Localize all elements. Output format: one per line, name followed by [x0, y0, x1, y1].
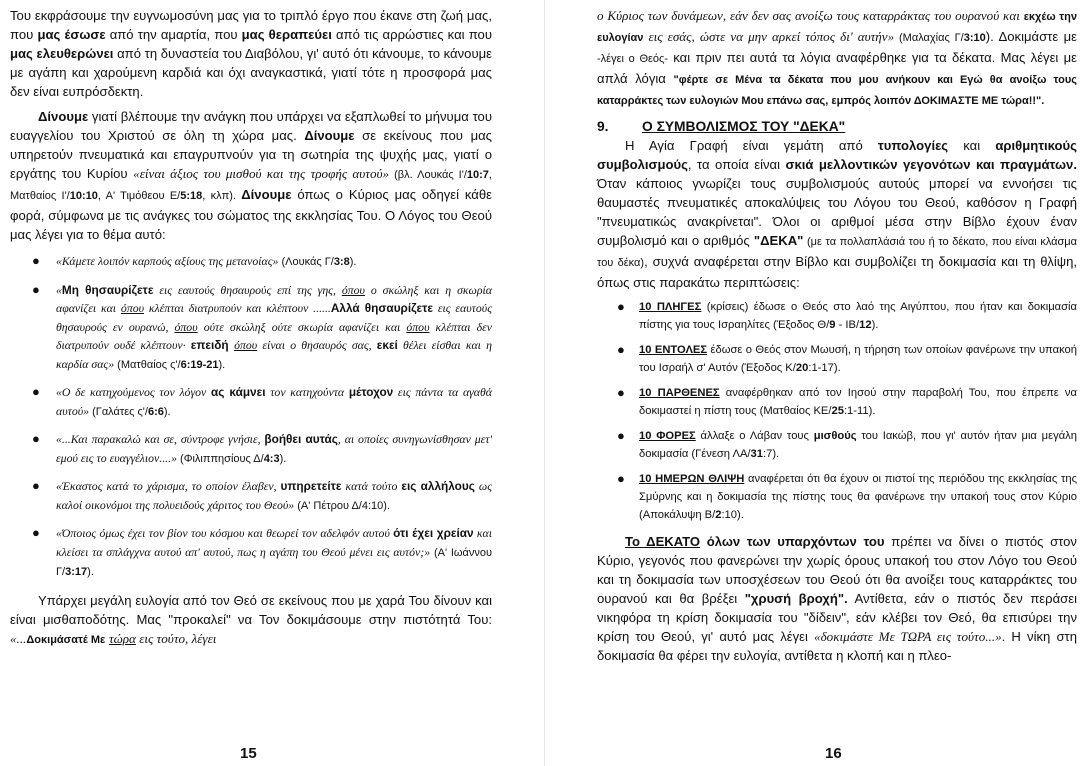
bullet-icon: ●	[617, 299, 625, 314]
bullet-icon: ●	[32, 431, 40, 446]
list-item: ● 10 ΠΛΗΓΕΣ (κρίσεις) έδωσε ο Θεός στο λαό της Αιγύπτου, που ήταν και δοκιμασία πίστης για τους Ισραηλίτες (Έξοδος Θ/9 - ΙΒ/12).	[617, 299, 1077, 331]
page-number: 16	[825, 745, 842, 762]
symbolism-list	[597, 298, 1077, 524]
list-item: ● 10 ΗΜΕΡΩΝ ΘΛΙΨΗ αναφέρεται ότι θα έχουν οι πιστοί της περιόδου της εκκλησίας της Σμύρνης και η δοκιμασία της πίστης τους θα φανέρωνε την υπακοή τους στον Κύριο (Αποκάλυψη Β/2:10).	[617, 471, 1077, 521]
bullet-icon: ●	[32, 384, 40, 399]
left-paragraph-2: Δίνουμε γιατί βλέπουμε την ανάγκη που υπάρχει να εξαπλωθεί το μήνυμα του ευαγγελίου του Χριστού σε όλη τη χώρα μας. Δίνουμε σε εκείνους που μας υπηρετούν πνευματικά και επαγρυπνούν για τη σωτηρία της ψυχής μας, γιατί ο εργάτης του Κυρίου «είναι άξιος του μισθού και της τροφής αυτού» (βλ. Λουκάς Ι'/10:7, Ματθαίος Ι'/10:10, Α' Τιμόθεου Ε/5:18, κλπ). Δίνουμε όπως ο Κύριος μας οδηγεί κάθε φορά, σύμφωνα με τις ανάγκες του σώματος της εκκλησίας Του. Ο Λόγος του Θεού μας λέγει για το θέμα αυτό:	[10, 109, 492, 242]
list-item: ● 10 ΦΟΡΕΣ άλλαξε ο Λάβαν τους μισθούς του Ιακώβ, που γι' αυτόν ήταν μια μεγάλη δοκιμασία (Γένεση ΛΑ/31:7).	[617, 428, 1077, 460]
page-number: 15	[240, 745, 257, 762]
section-heading: 9. Ο ΣΥΜΒΟΛΙΣΜΟΣ ΤΟΥ "ΔΕΚΑ"	[597, 119, 846, 134]
left-paragraph-1: Του εκφράσουμε την ευγνωμοσύνη μας για το τριπλό έργο που έκανε στη ζωή μας, που μας έσωσε από την αμαρτία, που μας θεραπεύει από τις αρρώστιες και που μας ελευθερώνει από τη δυναστεία του Διαβόλου, γι' αυτό ότι κάνουμε, το κάνουμε με αγάπη και χαρούμενη καρδιά και όχι αναγκαστικά, γιατί τότε η προσφορά μας δεν είναι ευπρόσδεκτη.	[10, 8, 492, 99]
list-item: ● 10 ΠΑΡΘΕΝΕΣ αναφέρθηκαν από τον Ιησού στην παραβολή Του, που έπρεπε να δοκιμαστεί η πίστη τους (Ματθαίος ΚΕ/25:1-11).	[617, 385, 1077, 417]
bullet-icon: ●	[32, 253, 40, 268]
bullet-icon: ●	[617, 342, 625, 357]
right-page	[545, 0, 1089, 766]
list-item: ● «Όποιος όμως έχει τον βίον του κόσμου και θεωρεί τον αδελφόν αυτού ότι έχει χρείαν και κλείσει τα σπλάγχνα αυτού απ' αυτού, πως η αγάπη του Θεού μένει εις αυτόν;» (Α' Ιωάννου Γ/3:17).	[32, 525, 492, 578]
bullet-icon: ●	[32, 478, 40, 493]
list-item: ● «Έκαστος κατά το χάρισμα, το οποίον έλαβεν, υπηρετείτε κατά τούτο εις αλλήλους ως καλοί οικονόμοι της πολυειδούς χάριτος του Θεού» (Α' Πέτρου Δ/4:10).	[32, 478, 492, 512]
left-paragraph-3: Υπάρχει μεγάλη ευλογία από τον Θεό σε εκείνους που με χαρά Του δίνουν και είναι μισθαποδότης. Μας "προκαλεί" να Τον δοκιμάσουμε στην πιστότητά Του: «...Δοκιμάσατέ Με τώρα εις τούτο, λέγει	[10, 592, 492, 646]
list-item: ● «...Και παρακαλώ και σε, σύντροφε γνήσιε, βοήθει αυτάς, αι οποίες συνηγωνίσθησαν μετ' εμού εις το ευαγγέλιον....» (Φιλιππησίους Δ/4:3).	[32, 431, 493, 465]
bullet-icon: ●	[32, 525, 40, 540]
right-paragraph-1: ο Κύριος των δυνάμεων, εάν δεν σας ανοίξω τους καταρράκτας του ουρανού και εκχέω την ευλογίαν εις εσάς, ώστε να μην αρκεί τόπος δι' αυτήν» (Μαλαχίας Γ/3:10). Δοκιμάστε με -λέγει ο Θεός- και πριν πει αυτά τα λόγια αναφέρθηκε για τα δέκατα. Μας λέγει με απλά λόγια "φέρτε σε Μένα τα δέκατα που μου ανήκουν και Εγώ θα ανοίξω τους καταρράκτες των ευλογιών Μου επάνω σας, εμπρός λοιπόν ΔΟΚΙΜΑΣΤΕ ΜΕ τώρα!!".	[597, 8, 1078, 107]
list-item: ● 10 ΕΝΤΟΛΕΣ έδωσε ο Θεός στον Μωυσή, η τήρηση των οποίων φανέρωνε την υπακοή του Ισραήλ σ' Αυτόν (Έξοδος Κ/20:1-17).	[617, 342, 1077, 374]
right-paragraph-2: Η Αγία Γραφή είναι γεμάτη από τυπολογίες και αριθμητικούς συμβολισμούς, τα οποία είναι σκιά μελλοντικών γεγονότων και πραγμάτων. Όταν κάποιος γνωρίζει τους συμβολισμούς αυτούς μπορεί να εννοήσει τις θαυμαστές πνευματικές αποκαλύψεις του Λόγου του Θεού, καθόσον η Γραφή "πνευματικώς ανακρίνεται". Όλοι οι αριθμοί μέσα στην Βίβλο έχουν έναν συμβολισμό και ο αριθμός "ΔΕΚΑ" (με τα πολλαπλάσιά του ή το δέκατο, που είναι κλάσμα του δέκα), συχνά αναφέρεται στην Βίβλο και συμβολίζει τη δοκιμασία και τη θλίψη, όπως στις παρακάτω περιπτώσεις:	[597, 138, 1078, 290]
bullet-icon: ●	[617, 385, 625, 400]
left-page	[0, 0, 544, 766]
bullet-icon: ●	[617, 471, 625, 486]
list-item: ● «Κάμετε λοιπόν καρπούς αξίους της μετανοίας» (Λουκάς Γ/3:8).	[10, 252, 492, 272]
list-item: ● «Ο δε κατηχούμενος τον λόγον ας κάμνει τον κατηχούντα μέτοχον εις πάντα τα αγαθά αυτού» (Γαλάτες ς'/6:6).	[32, 384, 492, 418]
scripture-quote-list	[10, 252, 492, 582]
bullet-icon: ●	[617, 428, 625, 443]
list-item: ● «Μη θησαυρίζετε εις εαυτούς θησαυρούς επί της γης, όπου ο σκώληξ και η σκωρία αφανίζει και όπου κλέπται διατρυπούν και κλέπτουν ......Αλλά θησαυρίζετε εις εαυτούς θησαυρούς εν ουρανώ, όπου ούτε σκώληξ ούτε σκωρία αφανίζει και όπου κλέπται δεν διατρυπούν ουδέ κλέπτουν· επειδή όπου είναι ο θησαυρός σας, εκεί θέλει είσθαι και η καρδία σας» (Ματθαίος ς'/6:19-21).	[32, 281, 493, 371]
right-paragraph-3: Το ΔΕΚΑΤΟ όλων των υπαρχόντων του πρέπει να δίνει ο πιστός στον Κύριο, γεγονός που φανερώνει την χωρίς όρους υπακοή του στον Λόγο του Θεού και τη δοκιμασία των υποσχέσεων του Θεού ότι θα ανοίξει τους καταρράκτες του ουρανού και θα βρέξει "χρυσή βροχή". Αντίθετα, εάν ο πιστός δεν περάσει νικηφόρα τη κρίση δοκιμασία του "δίδειν", εάν κλέβει τον Θεό, θα επισύρει την κρίση του Θεού, γι' αυτό μας λέγει «δοκιμάστε Με ΤΩΡΑ εις τούτο...». Η νίκη στη δοκιμασία θα φέρει την ευλογία, αντίθετα η κλοπή και η πλεο-	[597, 534, 1077, 663]
bullet-icon: ●	[32, 281, 40, 297]
